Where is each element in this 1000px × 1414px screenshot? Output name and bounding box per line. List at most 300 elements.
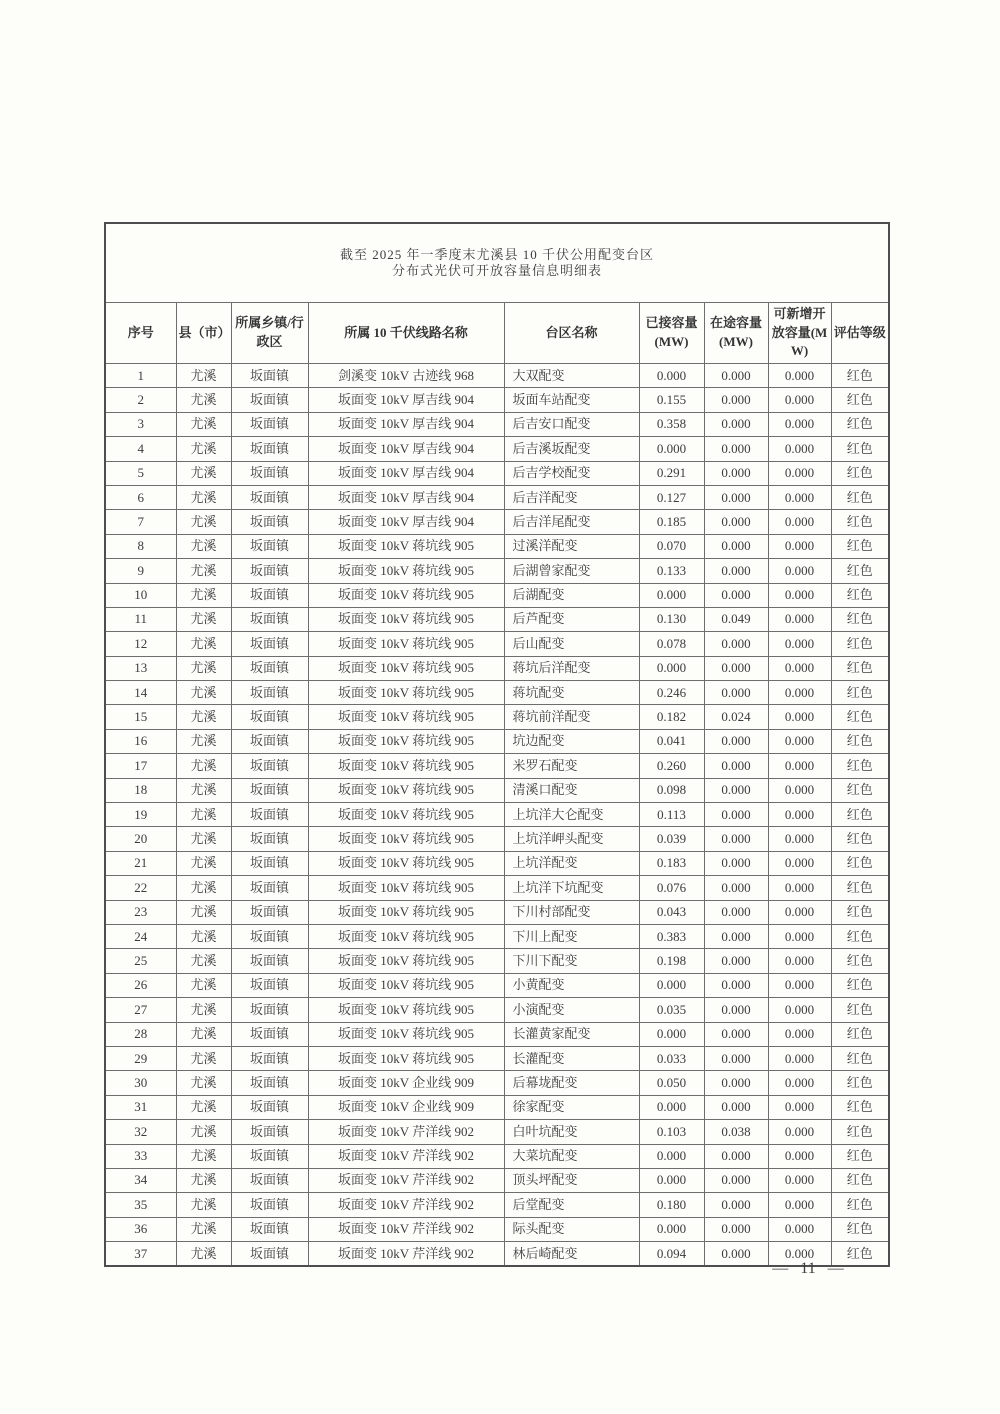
cell-line-name: 坂面变 10kV 企业线 909	[308, 1071, 504, 1095]
cell-station-name: 过溪洋配变	[504, 534, 639, 558]
cell-line-name: 坂面变 10kV 芹洋线 902	[308, 1120, 504, 1144]
cell-rating: 红色	[831, 851, 889, 875]
cell-line-name: 坂面变 10kV 芹洋线 902	[308, 1217, 504, 1241]
table-row	[105, 998, 889, 1022]
cell-new-open-capacity: 0.000	[768, 1071, 831, 1095]
cell-seq: 7	[105, 510, 176, 534]
cell-line-name: 坂面变 10kV 蒋坑线 905	[308, 681, 504, 705]
cell-county: 尤溪	[176, 949, 231, 973]
table-row	[105, 1046, 889, 1070]
cell-seq: 13	[105, 656, 176, 680]
cell-new-open-capacity: 0.000	[768, 778, 831, 802]
pv-capacity-table	[104, 222, 890, 1267]
cell-county: 尤溪	[176, 412, 231, 436]
cell-station-name: 小演配变	[504, 998, 639, 1022]
cell-connected-capacity: 0.098	[639, 778, 704, 802]
table-row	[105, 1193, 889, 1217]
cell-county: 尤溪	[176, 1046, 231, 1070]
cell-town: 坂面镇	[231, 364, 308, 388]
cell-county: 尤溪	[176, 851, 231, 875]
cell-county: 尤溪	[176, 534, 231, 558]
cell-town: 坂面镇	[231, 632, 308, 656]
cell-rating: 红色	[831, 924, 889, 948]
cell-seq: 19	[105, 803, 176, 827]
cell-new-open-capacity: 0.000	[768, 827, 831, 851]
cell-seq: 29	[105, 1046, 176, 1070]
cell-in-transit-capacity: 0.038	[704, 1120, 768, 1144]
cell-line-name: 坂面变 10kV 蒋坑线 905	[308, 1046, 504, 1070]
cell-in-transit-capacity: 0.000	[704, 998, 768, 1022]
header-seq: 序号	[105, 303, 176, 364]
cell-rating: 红色	[831, 412, 889, 436]
cell-connected-capacity: 0.000	[639, 1022, 704, 1046]
cell-in-transit-capacity: 0.049	[704, 607, 768, 631]
cell-in-transit-capacity: 0.000	[704, 485, 768, 509]
cell-new-open-capacity: 0.000	[768, 1046, 831, 1070]
cell-seq: 36	[105, 1217, 176, 1241]
cell-new-open-capacity: 0.000	[768, 437, 831, 461]
cell-new-open-capacity: 0.000	[768, 388, 831, 412]
cell-connected-capacity: 0.043	[639, 900, 704, 924]
cell-in-transit-capacity: 0.000	[704, 364, 768, 388]
cell-new-open-capacity: 0.000	[768, 1022, 831, 1046]
cell-station-name: 蒋坑后洋配变	[504, 656, 639, 680]
cell-line-name: 坂面变 10kV 蒋坑线 905	[308, 607, 504, 631]
cell-seq: 34	[105, 1168, 176, 1192]
cell-line-name: 坂面变 10kV 厚吉线 904	[308, 412, 504, 436]
cell-new-open-capacity: 0.000	[768, 949, 831, 973]
table-row	[105, 681, 889, 705]
table-row	[105, 656, 889, 680]
cell-in-transit-capacity: 0.000	[704, 583, 768, 607]
cell-station-name: 后吉学校配变	[504, 461, 639, 485]
cell-new-open-capacity: 0.000	[768, 924, 831, 948]
cell-line-name: 坂面变 10kV 蒋坑线 905	[308, 900, 504, 924]
cell-in-transit-capacity: 0.000	[704, 632, 768, 656]
cell-line-name: 坂面变 10kV 厚吉线 904	[308, 485, 504, 509]
cell-rating: 红色	[831, 998, 889, 1022]
cell-seq: 32	[105, 1120, 176, 1144]
cell-seq: 16	[105, 729, 176, 753]
cell-in-transit-capacity: 0.000	[704, 461, 768, 485]
cell-in-transit-capacity: 0.000	[704, 754, 768, 778]
cell-line-name: 坂面变 10kV 蒋坑线 905	[308, 876, 504, 900]
cell-county: 尤溪	[176, 729, 231, 753]
cell-new-open-capacity: 0.000	[768, 607, 831, 631]
cell-county: 尤溪	[176, 778, 231, 802]
cell-rating: 红色	[831, 754, 889, 778]
page-number: — 11 —	[772, 1260, 844, 1277]
cell-town: 坂面镇	[231, 485, 308, 509]
cell-station-name: 后吉安口配变	[504, 412, 639, 436]
cell-in-transit-capacity: 0.000	[704, 1071, 768, 1095]
cell-line-name: 坂面变 10kV 蒋坑线 905	[308, 1022, 504, 1046]
cell-county: 尤溪	[176, 1193, 231, 1217]
cell-line-name: 坂面变 10kV 蒋坑线 905	[308, 534, 504, 558]
cell-town: 坂面镇	[231, 1071, 308, 1095]
table-row	[105, 412, 889, 436]
cell-line-name: 坂面变 10kV 蒋坑线 905	[308, 754, 504, 778]
table-row	[105, 607, 889, 631]
cell-rating: 红色	[831, 534, 889, 558]
cell-rating: 红色	[831, 388, 889, 412]
cell-new-open-capacity: 0.000	[768, 1193, 831, 1217]
cell-station-name: 长灌黄家配变	[504, 1022, 639, 1046]
cell-county: 尤溪	[176, 754, 231, 778]
cell-rating: 红色	[831, 1217, 889, 1241]
cell-town: 坂面镇	[231, 998, 308, 1022]
cell-line-name: 坂面变 10kV 厚吉线 904	[308, 388, 504, 412]
cell-connected-capacity: 0.078	[639, 632, 704, 656]
cell-in-transit-capacity: 0.000	[704, 1193, 768, 1217]
cell-in-transit-capacity: 0.000	[704, 778, 768, 802]
cell-county: 尤溪	[176, 437, 231, 461]
cell-connected-capacity: 0.260	[639, 754, 704, 778]
cell-in-transit-capacity: 0.000	[704, 1168, 768, 1192]
table-row	[105, 949, 889, 973]
cell-new-open-capacity: 0.000	[768, 1168, 831, 1192]
cell-town: 坂面镇	[231, 778, 308, 802]
cell-seq: 9	[105, 559, 176, 583]
cell-rating: 红色	[831, 876, 889, 900]
cell-county: 尤溪	[176, 656, 231, 680]
cell-rating: 红色	[831, 1242, 889, 1267]
cell-connected-capacity: 0.180	[639, 1193, 704, 1217]
table-row	[105, 924, 889, 948]
cell-connected-capacity: 0.183	[639, 851, 704, 875]
cell-county: 尤溪	[176, 827, 231, 851]
header-county: 县（市）	[176, 303, 231, 364]
cell-station-name: 上坑洋大仑配变	[504, 803, 639, 827]
header-new-open-capacity: 可新增开放容量(MW)	[768, 303, 831, 364]
cell-rating: 红色	[831, 705, 889, 729]
cell-station-name: 后堂配变	[504, 1193, 639, 1217]
cell-rating: 红色	[831, 1071, 889, 1095]
cell-county: 尤溪	[176, 607, 231, 631]
cell-rating: 红色	[831, 681, 889, 705]
cell-town: 坂面镇	[231, 656, 308, 680]
cell-rating: 红色	[831, 485, 889, 509]
table-row	[105, 1217, 889, 1241]
cell-new-open-capacity: 0.000	[768, 998, 831, 1022]
cell-new-open-capacity: 0.000	[768, 973, 831, 997]
cell-new-open-capacity: 0.000	[768, 1095, 831, 1119]
table-row	[105, 973, 889, 997]
cell-line-name: 坂面变 10kV 蒋坑线 905	[308, 827, 504, 851]
cell-town: 坂面镇	[231, 851, 308, 875]
cell-town: 坂面镇	[231, 510, 308, 534]
cell-line-name: 坂面变 10kV 蒋坑线 905	[308, 583, 504, 607]
table-row	[105, 851, 889, 875]
cell-station-name: 林后崎配变	[504, 1242, 639, 1267]
cell-connected-capacity: 0.182	[639, 705, 704, 729]
table-row	[105, 534, 889, 558]
cell-connected-capacity: 0.127	[639, 485, 704, 509]
cell-in-transit-capacity: 0.000	[704, 827, 768, 851]
table-row	[105, 778, 889, 802]
cell-connected-capacity: 0.094	[639, 1242, 704, 1267]
cell-rating: 红色	[831, 1193, 889, 1217]
header-in-transit-capacity: 在途容量(MW)	[704, 303, 768, 364]
cell-in-transit-capacity: 0.000	[704, 876, 768, 900]
cell-town: 坂面镇	[231, 1144, 308, 1168]
cell-new-open-capacity: 0.000	[768, 510, 831, 534]
cell-connected-capacity: 0.133	[639, 559, 704, 583]
cell-in-transit-capacity: 0.000	[704, 1242, 768, 1267]
cell-station-name: 后湖配变	[504, 583, 639, 607]
cell-new-open-capacity: 0.000	[768, 534, 831, 558]
cell-connected-capacity: 0.041	[639, 729, 704, 753]
cell-rating: 红色	[831, 1144, 889, 1168]
cell-station-name: 下川下配变	[504, 949, 639, 973]
cell-town: 坂面镇	[231, 827, 308, 851]
cell-seq: 25	[105, 949, 176, 973]
cell-rating: 红色	[831, 632, 889, 656]
cell-seq: 21	[105, 851, 176, 875]
cell-county: 尤溪	[176, 1242, 231, 1267]
table-row	[105, 461, 889, 485]
cell-seq: 28	[105, 1022, 176, 1046]
cell-line-name: 坂面变 10kV 厚吉线 904	[308, 437, 504, 461]
cell-county: 尤溪	[176, 1022, 231, 1046]
cell-station-name: 上坑洋下坑配变	[504, 876, 639, 900]
cell-rating: 红色	[831, 461, 889, 485]
cell-station-name: 清溪口配变	[504, 778, 639, 802]
cell-seq: 6	[105, 485, 176, 509]
cell-line-name: 坂面变 10kV 企业线 909	[308, 1095, 504, 1119]
cell-connected-capacity: 0.000	[639, 1144, 704, 1168]
cell-county: 尤溪	[176, 583, 231, 607]
cell-seq: 33	[105, 1144, 176, 1168]
cell-connected-capacity: 0.039	[639, 827, 704, 851]
cell-line-name: 坂面变 10kV 芹洋线 902	[308, 1144, 504, 1168]
cell-new-open-capacity: 0.000	[768, 681, 831, 705]
cell-rating: 红色	[831, 1095, 889, 1119]
cell-new-open-capacity: 0.000	[768, 1120, 831, 1144]
cell-line-name: 坂面变 10kV 蒋坑线 905	[308, 778, 504, 802]
cell-station-name: 后山配变	[504, 632, 639, 656]
cell-in-transit-capacity: 0.000	[704, 1095, 768, 1119]
cell-new-open-capacity: 0.000	[768, 803, 831, 827]
cell-town: 坂面镇	[231, 876, 308, 900]
table-row	[105, 900, 889, 924]
cell-town: 坂面镇	[231, 803, 308, 827]
table-row	[105, 1120, 889, 1144]
cell-in-transit-capacity: 0.000	[704, 1022, 768, 1046]
cell-town: 坂面镇	[231, 681, 308, 705]
cell-seq: 18	[105, 778, 176, 802]
cell-station-name: 小黄配变	[504, 973, 639, 997]
cell-new-open-capacity: 0.000	[768, 900, 831, 924]
cell-county: 尤溪	[176, 1217, 231, 1241]
cell-seq: 31	[105, 1095, 176, 1119]
cell-station-name: 下川上配变	[504, 924, 639, 948]
table-title	[105, 223, 889, 303]
cell-new-open-capacity: 0.000	[768, 632, 831, 656]
cell-line-name: 坂面变 10kV 厚吉线 904	[308, 510, 504, 534]
cell-county: 尤溪	[176, 1095, 231, 1119]
cell-town: 坂面镇	[231, 607, 308, 631]
table-row	[105, 876, 889, 900]
cell-town: 坂面镇	[231, 534, 308, 558]
cell-town: 坂面镇	[231, 949, 308, 973]
cell-seq: 37	[105, 1242, 176, 1267]
cell-line-name: 坂面变 10kV 芹洋线 902	[308, 1168, 504, 1192]
cell-connected-capacity: 0.000	[639, 973, 704, 997]
cell-seq: 17	[105, 754, 176, 778]
cell-town: 坂面镇	[231, 1168, 308, 1192]
cell-county: 尤溪	[176, 1144, 231, 1168]
cell-connected-capacity: 0.198	[639, 949, 704, 973]
cell-rating: 红色	[831, 1046, 889, 1070]
cell-in-transit-capacity: 0.000	[704, 681, 768, 705]
cell-connected-capacity: 0.291	[639, 461, 704, 485]
cell-rating: 红色	[831, 656, 889, 680]
cell-rating: 红色	[831, 778, 889, 802]
cell-county: 尤溪	[176, 681, 231, 705]
cell-line-name: 坂面变 10kV 芹洋线 902	[308, 1242, 504, 1267]
cell-line-name: 坂面变 10kV 蒋坑线 905	[308, 851, 504, 875]
cell-town: 坂面镇	[231, 1120, 308, 1144]
table-row	[105, 1168, 889, 1192]
cell-connected-capacity: 0.185	[639, 510, 704, 534]
cell-in-transit-capacity: 0.000	[704, 924, 768, 948]
cell-town: 坂面镇	[231, 973, 308, 997]
table-title-line1: 截至 2025 年一季度末尤溪县 10 千伏公用配变台区	[340, 246, 655, 262]
cell-rating: 红色	[831, 949, 889, 973]
cell-in-transit-capacity: 0.000	[704, 973, 768, 997]
table-row	[105, 1095, 889, 1119]
cell-new-open-capacity: 0.000	[768, 583, 831, 607]
cell-station-name: 上坑洋配变	[504, 851, 639, 875]
cell-rating: 红色	[831, 803, 889, 827]
cell-seq: 5	[105, 461, 176, 485]
table-row	[105, 583, 889, 607]
cell-in-transit-capacity: 0.000	[704, 510, 768, 534]
cell-station-name: 大菜坑配变	[504, 1144, 639, 1168]
cell-county: 尤溪	[176, 876, 231, 900]
cell-rating: 红色	[831, 583, 889, 607]
cell-station-name: 蒋坑配变	[504, 681, 639, 705]
cell-county: 尤溪	[176, 364, 231, 388]
cell-station-name: 米罗石配变	[504, 754, 639, 778]
cell-seq: 26	[105, 973, 176, 997]
cell-rating: 红色	[831, 607, 889, 631]
cell-connected-capacity: 0.050	[639, 1071, 704, 1095]
cell-county: 尤溪	[176, 973, 231, 997]
table-row	[105, 485, 889, 509]
cell-connected-capacity: 0.000	[639, 1095, 704, 1119]
cell-connected-capacity: 0.103	[639, 1120, 704, 1144]
cell-seq: 2	[105, 388, 176, 412]
table-row	[105, 803, 889, 827]
title-row	[105, 223, 889, 303]
cell-town: 坂面镇	[231, 1022, 308, 1046]
cell-in-transit-capacity: 0.000	[704, 534, 768, 558]
cell-new-open-capacity: 0.000	[768, 851, 831, 875]
cell-county: 尤溪	[176, 1071, 231, 1095]
cell-new-open-capacity: 0.000	[768, 364, 831, 388]
cell-county: 尤溪	[176, 632, 231, 656]
cell-in-transit-capacity: 0.000	[704, 1144, 768, 1168]
cell-in-transit-capacity: 0.000	[704, 949, 768, 973]
cell-station-name: 坑边配变	[504, 729, 639, 753]
cell-line-name: 坂面变 10kV 蒋坑线 905	[308, 924, 504, 948]
cell-connected-capacity: 0.155	[639, 388, 704, 412]
cell-line-name: 剑溪变 10kV 古迹线 968	[308, 364, 504, 388]
cell-station-name: 下川村部配变	[504, 900, 639, 924]
table-row	[105, 754, 889, 778]
cell-connected-capacity: 0.130	[639, 607, 704, 631]
cell-seq: 35	[105, 1193, 176, 1217]
cell-rating: 红色	[831, 827, 889, 851]
cell-rating: 红色	[831, 729, 889, 753]
cell-seq: 8	[105, 534, 176, 558]
pv-table-body	[105, 364, 889, 1267]
cell-in-transit-capacity: 0.000	[704, 900, 768, 924]
table-row	[105, 1022, 889, 1046]
cell-line-name: 坂面变 10kV 蒋坑线 905	[308, 632, 504, 656]
table-row	[105, 827, 889, 851]
cell-connected-capacity: 0.000	[639, 656, 704, 680]
cell-new-open-capacity: 0.000	[768, 1144, 831, 1168]
cell-county: 尤溪	[176, 998, 231, 1022]
cell-seq: 14	[105, 681, 176, 705]
cell-new-open-capacity: 0.000	[768, 1217, 831, 1241]
cell-seq: 3	[105, 412, 176, 436]
cell-connected-capacity: 0.070	[639, 534, 704, 558]
cell-rating: 红色	[831, 1120, 889, 1144]
cell-county: 尤溪	[176, 510, 231, 534]
cell-town: 坂面镇	[231, 1095, 308, 1119]
cell-station-name: 后吉溪坂配变	[504, 437, 639, 461]
cell-town: 坂面镇	[231, 705, 308, 729]
cell-county: 尤溪	[176, 559, 231, 583]
table-row	[105, 437, 889, 461]
cell-seq: 11	[105, 607, 176, 631]
cell-station-name: 后幕垅配变	[504, 1071, 639, 1095]
cell-in-transit-capacity: 0.000	[704, 437, 768, 461]
cell-rating: 红色	[831, 364, 889, 388]
cell-seq: 27	[105, 998, 176, 1022]
cell-town: 坂面镇	[231, 924, 308, 948]
cell-county: 尤溪	[176, 924, 231, 948]
table-row	[105, 729, 889, 753]
cell-in-transit-capacity: 0.000	[704, 412, 768, 436]
cell-station-name: 后吉洋配变	[504, 485, 639, 509]
cell-county: 尤溪	[176, 461, 231, 485]
cell-line-name: 坂面变 10kV 蒋坑线 905	[308, 949, 504, 973]
cell-connected-capacity: 0.000	[639, 1168, 704, 1192]
cell-station-name: 坂面车站配变	[504, 388, 639, 412]
cell-seq: 20	[105, 827, 176, 851]
cell-in-transit-capacity: 0.000	[704, 729, 768, 753]
cell-rating: 红色	[831, 437, 889, 461]
cell-new-open-capacity: 0.000	[768, 1242, 831, 1267]
cell-seq: 4	[105, 437, 176, 461]
header-station-name: 台区名称	[504, 303, 639, 364]
cell-in-transit-capacity: 0.000	[704, 388, 768, 412]
cell-new-open-capacity: 0.000	[768, 485, 831, 509]
cell-connected-capacity: 0.000	[639, 1217, 704, 1241]
cell-town: 坂面镇	[231, 1217, 308, 1241]
cell-in-transit-capacity: 0.000	[704, 851, 768, 875]
cell-connected-capacity: 0.000	[639, 364, 704, 388]
cell-station-name: 大双配变	[504, 364, 639, 388]
cell-county: 尤溪	[176, 1120, 231, 1144]
cell-county: 尤溪	[176, 900, 231, 924]
cell-rating: 红色	[831, 973, 889, 997]
